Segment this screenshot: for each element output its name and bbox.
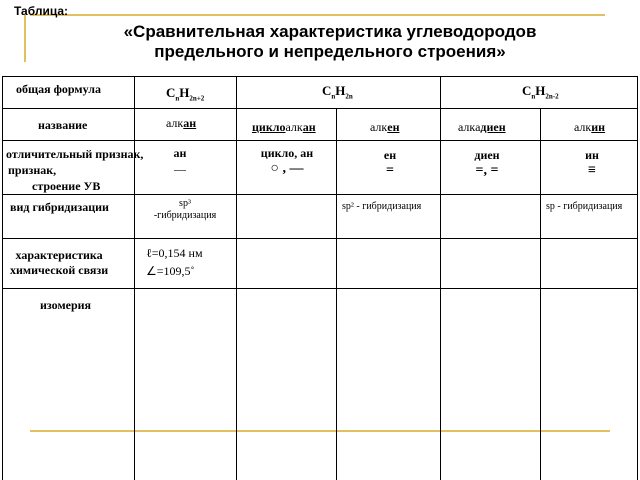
title-line-2: предельного и непредельного строения»	[154, 42, 506, 61]
title-line-1: «Сравнительная характеристика углеводородов	[123, 22, 537, 41]
hybrid-sp2: sp² - гибридизация	[342, 201, 422, 212]
bond-angle: ∠=109,5˚	[146, 264, 195, 278]
bond-length: ℓ=0,154 нм	[146, 246, 203, 260]
name-alkyne: алкин	[574, 120, 606, 134]
formula-alkane: $C_nH_{2n+2}$	[166, 85, 205, 103]
name-alkane: алкан	[166, 116, 197, 130]
row-label-formula: общая формула	[16, 82, 102, 96]
name-cycloalkane: циклоалкан	[252, 120, 316, 134]
feature-alkyne: ин ≡	[585, 148, 599, 178]
feature-cycloalkane: цикло, ан ○ , —	[260, 146, 314, 176]
row-label-name: название	[38, 118, 88, 132]
formula-alkyne: $C_nH_{2n-2}$	[522, 83, 559, 101]
name-diene: алкадиен	[458, 120, 506, 134]
row-label-hybridization: вид гибридизации	[10, 200, 109, 214]
table-label: Таблица:	[14, 4, 69, 18]
page-title	[60, 22, 600, 62]
hybrid-sp: sp - гибридизация	[546, 201, 623, 212]
feature-diene: диен =, =	[474, 148, 500, 178]
feature-alkane: ан —	[173, 146, 187, 176]
row-label-isomerism: изомерия	[40, 298, 92, 312]
row-label-feature: отличительный признак, признак, строение УВ	[6, 147, 144, 193]
hybrid-sp3: sp³ -гибридизация	[153, 198, 217, 221]
feature-alkene: ен =	[383, 148, 397, 178]
decor-left-line	[24, 14, 26, 62]
decor-top-line	[30, 14, 605, 16]
name-alkene: алкен	[370, 120, 400, 134]
formula-alkene: $C_nH_{2n}$	[322, 83, 353, 101]
row-label-bond: характеристика химической связи	[10, 248, 109, 277]
decor-bottom-line	[30, 430, 610, 432]
